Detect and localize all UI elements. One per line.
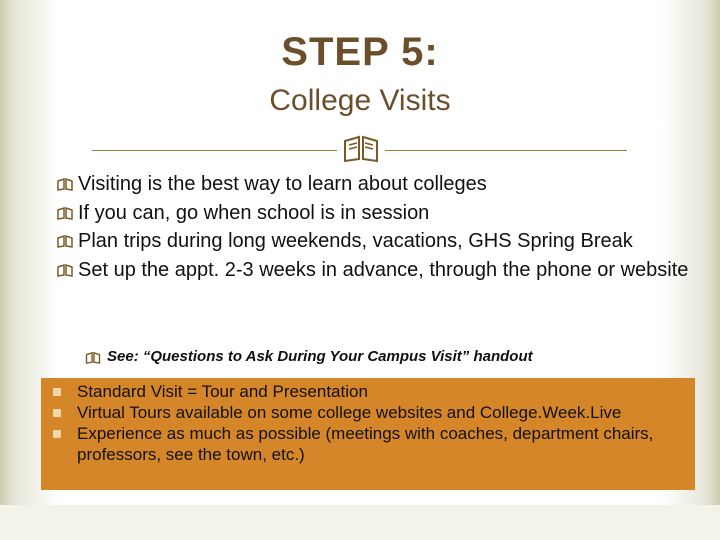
book-bullet-icon xyxy=(85,351,101,364)
box-bullet-text: Virtual Tours available on some college websites and College.Week.Live xyxy=(77,403,622,422)
title-divider-left xyxy=(92,150,337,151)
slide-footer-strip xyxy=(0,505,720,540)
bullet-item xyxy=(57,227,697,256)
box-bullet-text: Experience as much as possible (meetings with coaches, department chairs, professors, see the town, etc.) xyxy=(77,424,654,464)
slide-title: STEP 5: xyxy=(281,30,439,74)
square-bullet-icon xyxy=(53,409,61,417)
highlight-box xyxy=(41,378,695,490)
sub-bullet-text: See: “Questions to Ask During Your Campus Visit” handout xyxy=(107,348,533,365)
book-bullet-icon xyxy=(57,234,73,248)
main-bullet-list xyxy=(57,170,697,284)
box-bullet-list xyxy=(53,381,693,465)
bullet-text: Set up the appt. 2-3 weeks in advance, through the phone or website xyxy=(78,258,689,281)
bullet-item xyxy=(57,199,697,228)
bullet-item xyxy=(57,256,697,285)
book-bullet-icon xyxy=(57,177,73,191)
sub-bullet xyxy=(85,346,720,368)
bullet-text: If you can, go when school is in session xyxy=(78,201,430,224)
book-bullet-icon xyxy=(57,263,73,277)
title-divider-right xyxy=(385,150,627,151)
box-bullet-item xyxy=(53,423,693,465)
bullet-item xyxy=(57,170,697,199)
box-bullet-text: Standard Visit = Tour and Presentation xyxy=(77,382,368,401)
slide-subtitle: College Visits xyxy=(269,84,451,117)
bullet-text: Visiting is the best way to learn about colleges xyxy=(78,173,487,195)
box-bullet-item xyxy=(53,381,693,402)
bullet-text: Plan trips during long weekends, vacations, GHS Spring Break xyxy=(78,230,633,252)
book-bullet-icon xyxy=(57,206,73,220)
square-bullet-icon xyxy=(53,388,61,396)
square-bullet-icon xyxy=(53,430,61,438)
open-book-icon xyxy=(341,133,381,163)
box-bullet-item xyxy=(53,402,693,423)
